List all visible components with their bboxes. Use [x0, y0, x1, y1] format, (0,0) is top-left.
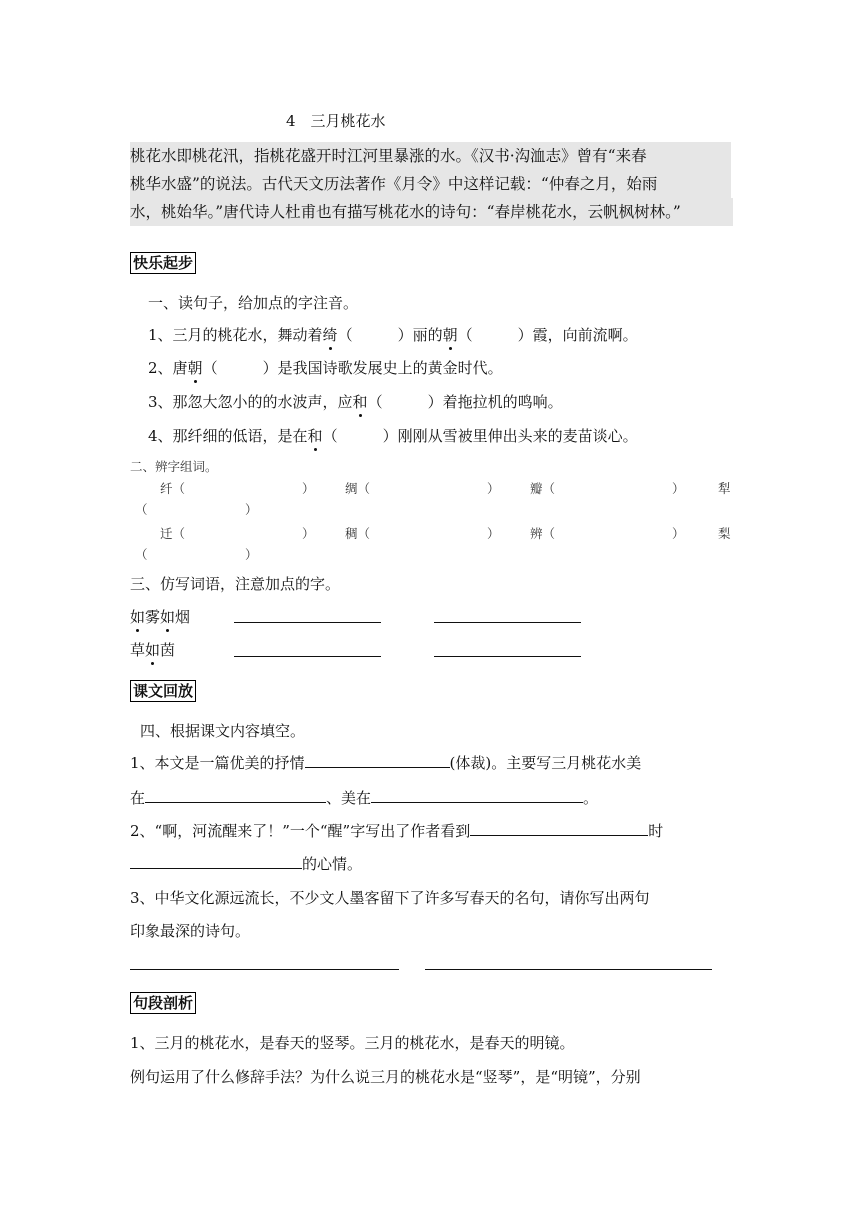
part5-line-1: 1、三月的桃花水，是春天的竖琴。三月的桃花水，是春天的明镜。	[130, 1034, 575, 1052]
part2-paren-close: ）	[672, 481, 685, 496]
part2-paren-close: ）	[302, 481, 315, 496]
part4-q3-line1: 3、中华文化源远流长，不少文人墨客留下了许多写春天的名句，请你写出两句	[130, 889, 650, 907]
answer-blank[interactable]	[371, 788, 583, 803]
dotted-char: 如	[130, 608, 146, 626]
part2-paren-close: ）	[302, 526, 315, 541]
dotted-char: 朝	[187, 359, 203, 377]
part2-paren-close: ）	[245, 547, 258, 562]
intro-line-1: 桃花水即桃花汛，指桃花盛开时江河里暴涨的水。《汉书·沟洫志》曾有“来春	[130, 142, 731, 170]
dotted-char: 如	[145, 641, 161, 659]
part2-word-1: 纤（	[160, 481, 186, 496]
part2-word-6: 稠（	[345, 526, 371, 541]
intro-line-3: 水，桃始华。”唐代诗人杜甫也有描写桃花水的诗句：“春岸桃花水，云帆枫树林。”	[130, 198, 733, 226]
answer-line[interactable]	[434, 622, 581, 623]
answer-line[interactable]	[234, 622, 381, 623]
dotted-char: 和	[307, 427, 323, 445]
answer-blank[interactable]	[130, 854, 302, 869]
answer-line[interactable]	[425, 969, 712, 970]
part2-word-2: 绸（	[345, 481, 371, 496]
dotted-char: 朝	[442, 326, 458, 344]
part2-paren-open: （	[135, 547, 148, 562]
part2-paren-close: ）	[487, 526, 500, 541]
section-heading-quick-start: 快乐起步	[130, 252, 196, 274]
part4-q1-line2: 在 、美在 。	[130, 789, 599, 807]
answer-blank[interactable]	[145, 788, 326, 803]
part4-q2-line1: 2、“啊，河流醒来了！”一个“醒”字写出了作者看到 时	[130, 822, 664, 840]
part2-word-7: 辨（	[530, 526, 556, 541]
part1-item-1: 1、三月的桃花水，舞动着绮（ ）丽的朝（ ）霞，向前流啊。	[148, 326, 638, 344]
section-heading-sentence-analysis: 句段剖析	[130, 992, 196, 1014]
answer-line[interactable]	[434, 656, 581, 657]
part1-item-4: 4、那纤细的低语，是在和（ ）刚刚从雪被里伸出头来的麦苗谈心。	[148, 427, 638, 445]
part4-q1-line1: 1、本文是一篇优美的抒情 (体裁)。主要写三月桃花水美	[130, 754, 642, 772]
dotted-char: 如	[160, 608, 176, 626]
lesson-title: 4 三月桃花水	[286, 112, 386, 130]
part2-word-3: 瓣（	[530, 481, 556, 496]
part2-paren-close: ）	[487, 481, 500, 496]
part4-heading: 四、根据课文内容填空。	[140, 722, 306, 740]
part2-heading: 二、辨字组词。	[130, 459, 218, 474]
part4-q2-line2: 的心情。	[130, 853, 362, 874]
part3-word-1: 如雾如烟	[130, 608, 191, 626]
answer-line[interactable]	[130, 969, 399, 970]
part2-word-5: 迁（	[160, 526, 186, 541]
intro-line-2: 桃华水盛”的说法。古代天文历法著作《月令》中这样记载：“仲春之月，始雨	[130, 170, 731, 198]
part4-q3-line2: 印象最深的诗句。	[130, 922, 251, 940]
part1-item-3: 3、那忽大忽小的的水波声，应和（ ）着拖拉机的鸣响。	[148, 393, 563, 411]
part2-word-4: 犁	[718, 481, 731, 496]
dotted-char: 和	[352, 393, 368, 411]
part2-paren-open: （	[135, 502, 148, 517]
part3-heading: 三、仿写词语，注意加点的字。	[130, 575, 341, 593]
part5-line-2: 例句运用了什么修辞手法？为什么说三月的桃花水是“竖琴”，是“明镜”，分别	[130, 1068, 641, 1086]
answer-line[interactable]	[234, 656, 381, 657]
part1-item-2: 2、唐朝（ ）是我国诗歌发展史上的黄金时代。	[148, 359, 503, 377]
dotted-char: 绮	[322, 326, 338, 344]
part2-paren-close: ）	[245, 502, 258, 517]
answer-blank[interactable]	[470, 821, 648, 836]
part2-paren-close: ）	[672, 526, 685, 541]
answer-blank[interactable]	[305, 753, 450, 768]
section-heading-text-review: 课文回放	[130, 680, 196, 702]
part3-word-2: 草如茵	[130, 641, 176, 659]
part2-word-8: 梨	[718, 526, 731, 541]
part1-heading: 一、读句子，给加点的字注音。	[148, 294, 359, 312]
